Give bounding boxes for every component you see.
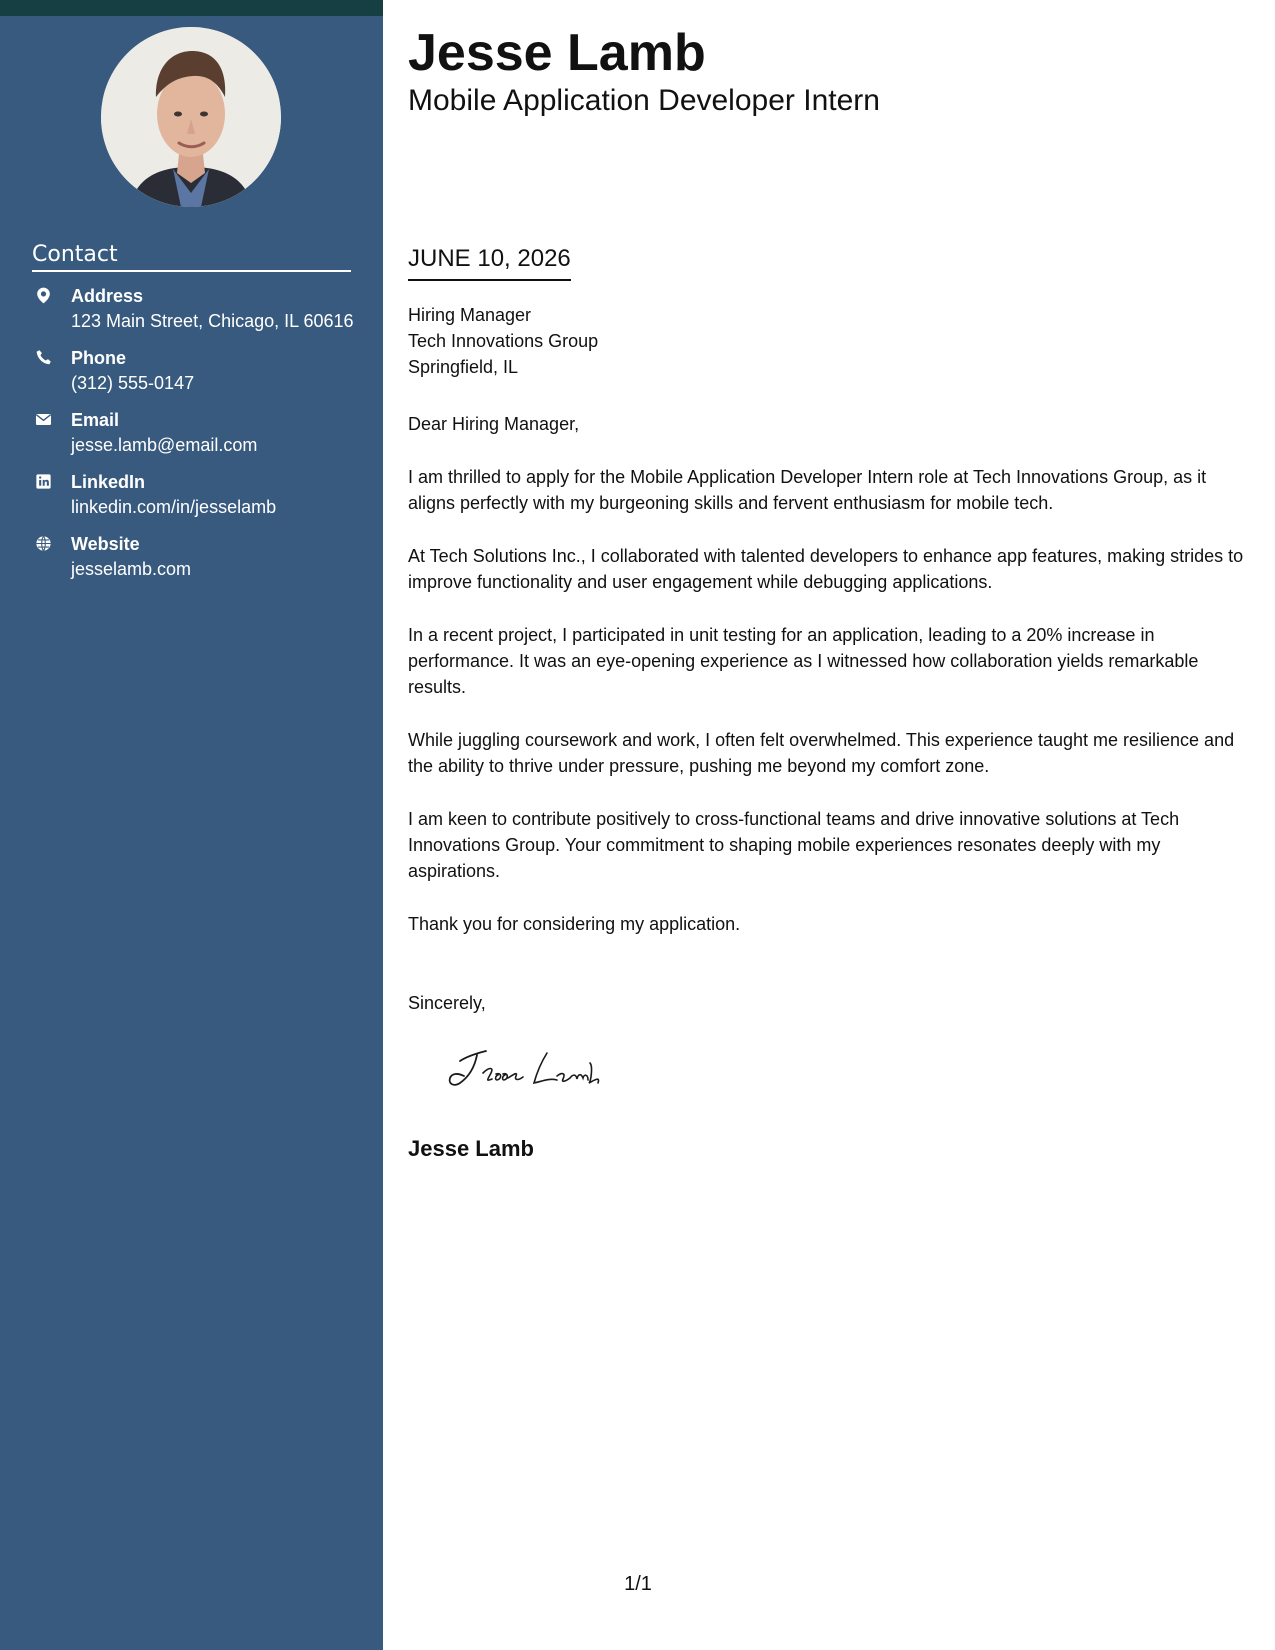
recipient-line: Springfield, IL xyxy=(408,357,519,377)
contact-item-email xyxy=(32,408,362,458)
contact-label-email: Email xyxy=(71,410,120,430)
contact-label-linkedin: LinkedIn xyxy=(71,472,146,492)
sidebar xyxy=(0,0,383,1650)
avatar xyxy=(101,27,281,207)
applicant-name: Jesse Lamb xyxy=(408,24,706,82)
signature-image xyxy=(446,1045,636,1095)
body-paragraph: Thank you for considering my application. xyxy=(408,914,741,934)
contact-label-address: Address xyxy=(71,286,144,306)
linkedin-icon xyxy=(34,472,53,491)
email-value: jesse.lamb@email.com xyxy=(71,435,258,455)
contact-item-linkedin xyxy=(32,470,362,520)
phone-icon xyxy=(34,348,53,367)
job-title: Mobile Application Developer Intern xyxy=(408,84,880,117)
contact-label-phone: Phone xyxy=(71,348,127,368)
contact-heading: Contact xyxy=(32,241,351,272)
website-value: jesselamb.com xyxy=(71,559,192,579)
address-value: 123 Main Street, Chicago, IL 60616 xyxy=(71,311,354,331)
linkedin-value: linkedin.com/in/jesselamb xyxy=(71,497,277,517)
recipient-block xyxy=(408,302,598,380)
recipient-line: Hiring Manager xyxy=(408,305,532,325)
salutation: Dear Hiring Manager, xyxy=(408,414,580,434)
body-paragraph: While juggling coursework and work, I often felt overwhelmed. This experience taught me resilience and the ability to thrive under pressure, pushing me beyond my comfort zone. xyxy=(408,730,1235,776)
body-paragraph: I am thrilled to apply for the Mobile Application Developer Intern role at Tech Innovations Group, as it aligns perfectly with my burgeoning skills and fervent enthusiasm for mobile tech. xyxy=(408,467,1207,513)
body-paragraph: In a recent project, I participated in unit testing for an application, leading to a 20% increase in performance. It was an eye-opening experience as I witnessed how collaboration yields remarkable results. xyxy=(408,625,1199,697)
sidebar-top-bar xyxy=(0,0,383,16)
body-paragraph: At Tech Solutions Inc., I collaborated with talented developers to enhance app features, making strides to improve functionality and user engagement while debugging applications. xyxy=(408,546,1244,592)
avatar-image xyxy=(101,27,281,207)
contact-list xyxy=(32,284,362,594)
phone-value: (312) 555-0147 xyxy=(71,373,195,393)
page-number: 1/1 xyxy=(624,1573,652,1595)
envelope-icon xyxy=(34,410,53,429)
contact-label-website: Website xyxy=(71,534,140,554)
contact-item-website xyxy=(32,532,362,582)
globe-icon xyxy=(34,534,53,553)
contact-item-address xyxy=(32,284,362,334)
recipient-line: Tech Innovations Group xyxy=(408,331,599,351)
contact-item-phone xyxy=(32,346,362,396)
closing: Sincerely, xyxy=(408,993,486,1013)
body-paragraph: I am keen to contribute positively to cross-functional teams and drive innovative solutions at Tech Innovations Group. Your commitment to shaping mobile experiences resonates deeply with my aspirations. xyxy=(408,809,1180,881)
letter-body xyxy=(408,411,1248,964)
signer-name: Jesse Lamb xyxy=(408,1136,534,1161)
location-pin-icon xyxy=(34,286,53,305)
letter-date: JUNE 10, 2026 xyxy=(408,243,571,281)
